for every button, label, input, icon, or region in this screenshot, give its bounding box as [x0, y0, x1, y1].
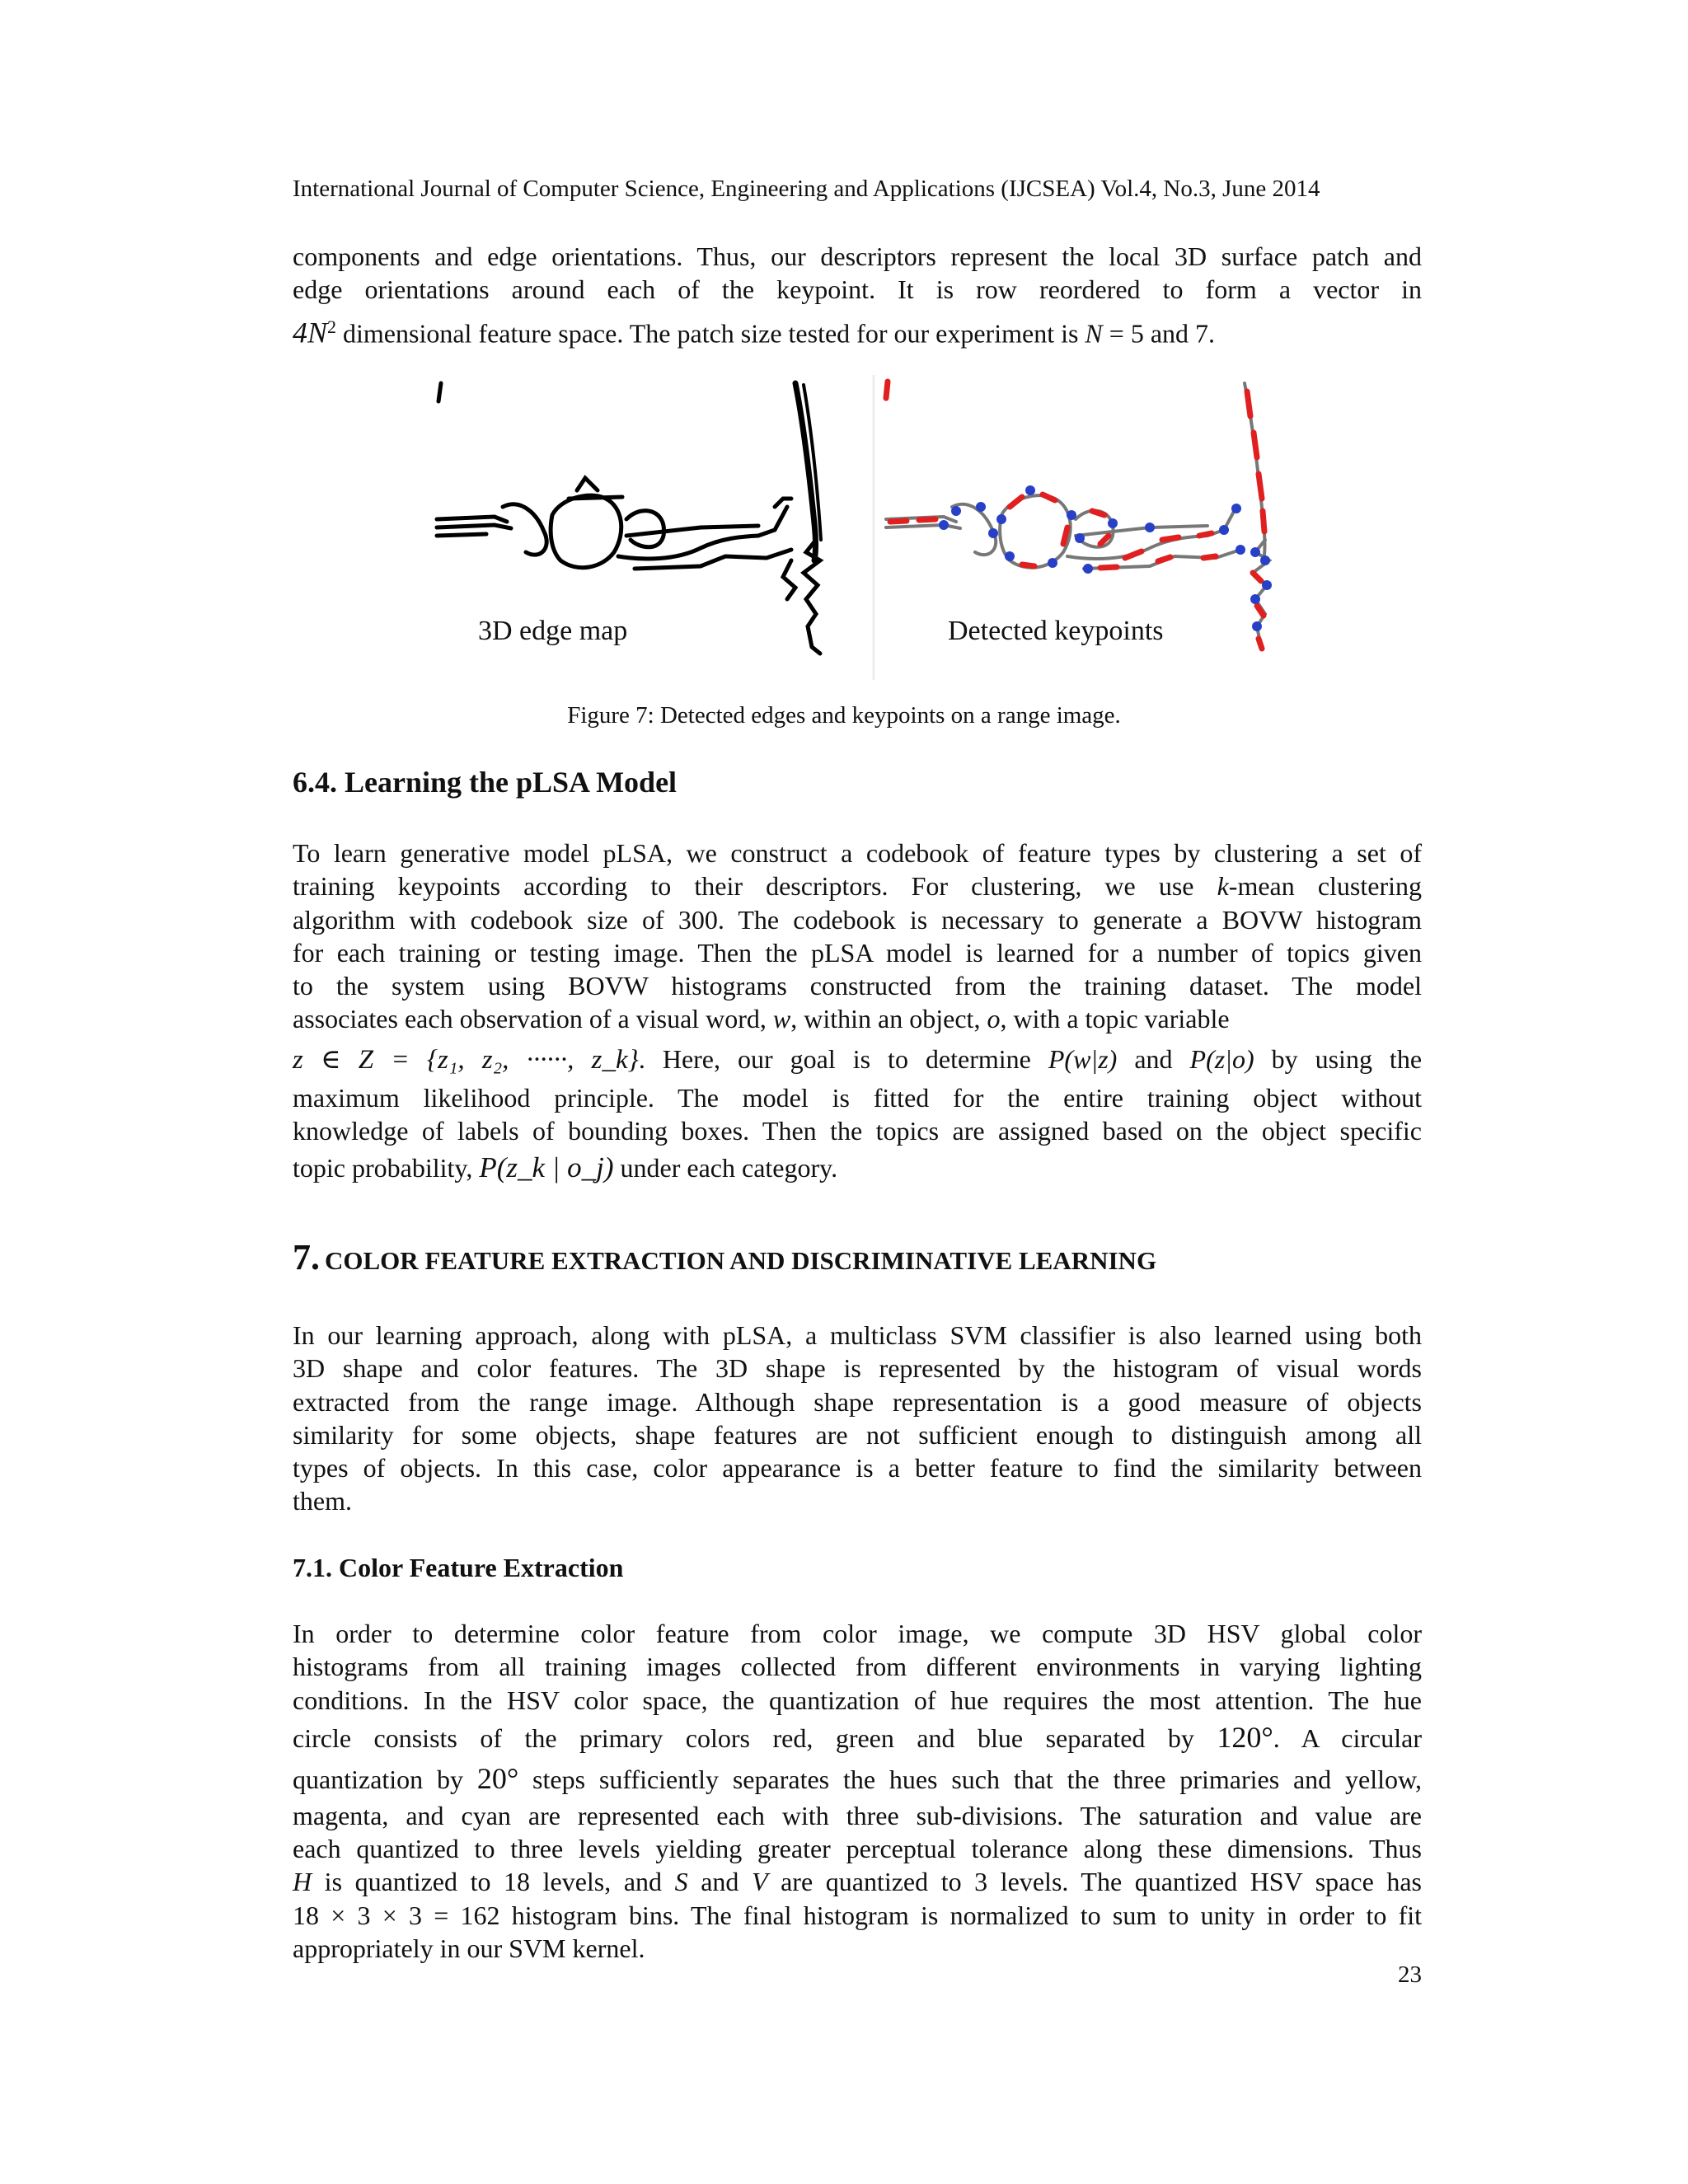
text-line: maximum likelihood principle. The model is fitted for the entire training object without: [293, 1082, 1422, 1113]
figure-caption: Figure 7: Detected edges and keypoints on a range image.: [567, 702, 1121, 729]
text-line: knowledge of labels of bounding boxes. Then the topics are assigned based on the object specific: [293, 1116, 1422, 1146]
text-line: to the system using BOVW histograms constructed from the training dataset. The model: [293, 971, 1422, 1001]
math-4n: 4N: [293, 316, 328, 349]
math-topic-probability: P(z_k | o_j): [479, 1151, 614, 1184]
text-line: for each training or testing image. Then the pLSA model is learned for a number of topics given: [293, 937, 1422, 968]
keypoints-drawing: [886, 382, 1272, 649]
figure-label-left: 3D edge map: [478, 616, 628, 646]
math-120-degrees: 120°: [1217, 1720, 1273, 1754]
text-line: types of objects. In this case, color appearance is a better feature to find the similarity between: [293, 1453, 1422, 1483]
text-line: magenta, and cyan are represented each with three sub-divisions. The saturation and value are: [293, 1800, 1422, 1830]
text-line: z ∈ Z = {z₁, z₂, ······, z_k}. Here, our goal is to determine P(w|z) and P(z|o) by using the: [293, 1043, 1423, 1075]
section-7-body: [293, 1319, 1422, 1518]
section-6-4-body: [293, 837, 1422, 1188]
text-line: edge orientations around each of the keypoint. It is row reordered to form a vector in: [293, 274, 1422, 305]
text-line: similarity for some objects, shape features are not sufficient enough to distinguish among all: [293, 1419, 1422, 1450]
running-header: International Journal of Computer Science, Engineering and Applications (IJCSEA) Vol.4, No.3, June 2014: [293, 176, 1320, 202]
text-line: topic probability, P(z_k | o_j) under each category.: [293, 1151, 838, 1184]
section-heading-6-4: 6.4. Learning the pLSA Model: [293, 766, 678, 799]
text-line: To learn generative model pLSA, we construct a codebook of feature types by clustering a set of: [293, 838, 1422, 868]
text-line: In our learning approach, along with pLSA, a multiclass SVM classifier is also learned using both: [293, 1320, 1422, 1350]
text-line: each quantized to three levels yielding greater perceptual tolerance along these dimensions. Thus: [293, 1834, 1422, 1864]
text-line: training keypoints according to their descriptors. For clustering, we use k-mean clustering: [293, 871, 1423, 902]
text-line: H is quantized to 18 levels, and S and V are quantized to 3 levels. The quantized HSV space has: [293, 1867, 1423, 1897]
intro-paragraph: [293, 240, 1422, 354]
figure-7: [429, 375, 1302, 680]
math-20-degrees: 20°: [476, 1761, 519, 1795]
text-line: conditions. In the HSV color space, the quantization of hue requires the most attention. The hue: [293, 1685, 1422, 1715]
text-line: 3D shape and color features. The 3D shape is represented by the histogram of visual words: [293, 1353, 1422, 1384]
text-line: $4N^2$ dimensional feature space. The patch size tested for our experiment is N = 5 and 7.: [293, 316, 1216, 349]
section-heading-7: [293, 1236, 1422, 1278]
text-line: associates each observation of a visual word, w, within an object, o, with a topic variable: [293, 1004, 1230, 1034]
text-line: algorithm with codebook size of 300. The codebook is necessary to generate a BOVW histogram: [293, 904, 1422, 935]
text-line: circle consists of the primary colors red, green and blue separated by 120°. A circular: [293, 1720, 1423, 1754]
section-number: 7.: [293, 1237, 320, 1277]
section-title: COLOR FEATURE EXTRACTION AND DISCRIMINATIVE LEARNING: [325, 1246, 1157, 1275]
text-line: extracted from the range image. Although shape representation is a good measure of objects: [293, 1386, 1422, 1417]
text-line: them.: [293, 1486, 352, 1516]
section-7-1-body: [293, 1617, 1422, 1965]
text-line: components and edge orientations. Thus, our descriptors represent the local 3D surface patch and: [293, 241, 1422, 271]
text-line: 18 × 3 × 3 = 162 histogram bins. The final histogram is normalized to sum to unity in order to fit: [293, 1900, 1422, 1930]
section-heading-7-1: 7.1. Color Feature Extraction: [293, 1553, 624, 1582]
text-line: histograms from all training images collected from different environments in varying lighting: [293, 1652, 1422, 1682]
text-line: appropriately in our SVM kernel.: [293, 1933, 645, 1964]
figure-label-right: Detected keypoints: [948, 616, 1164, 646]
text-line: quantization by 20° steps sufficiently separates the hues such that the three primaries and yellow,: [293, 1761, 1423, 1795]
math-superscript: 2: [327, 316, 337, 337]
math-topic-set: z ∈ Z = {z₁, z₂, ······, z_k}: [293, 1044, 639, 1075]
edge-map-drawing: [437, 383, 821, 654]
text-line: In order to determine color feature from color image, we compute 3D HSV global color: [293, 1619, 1422, 1648]
page-number: 23: [1398, 1961, 1422, 1988]
